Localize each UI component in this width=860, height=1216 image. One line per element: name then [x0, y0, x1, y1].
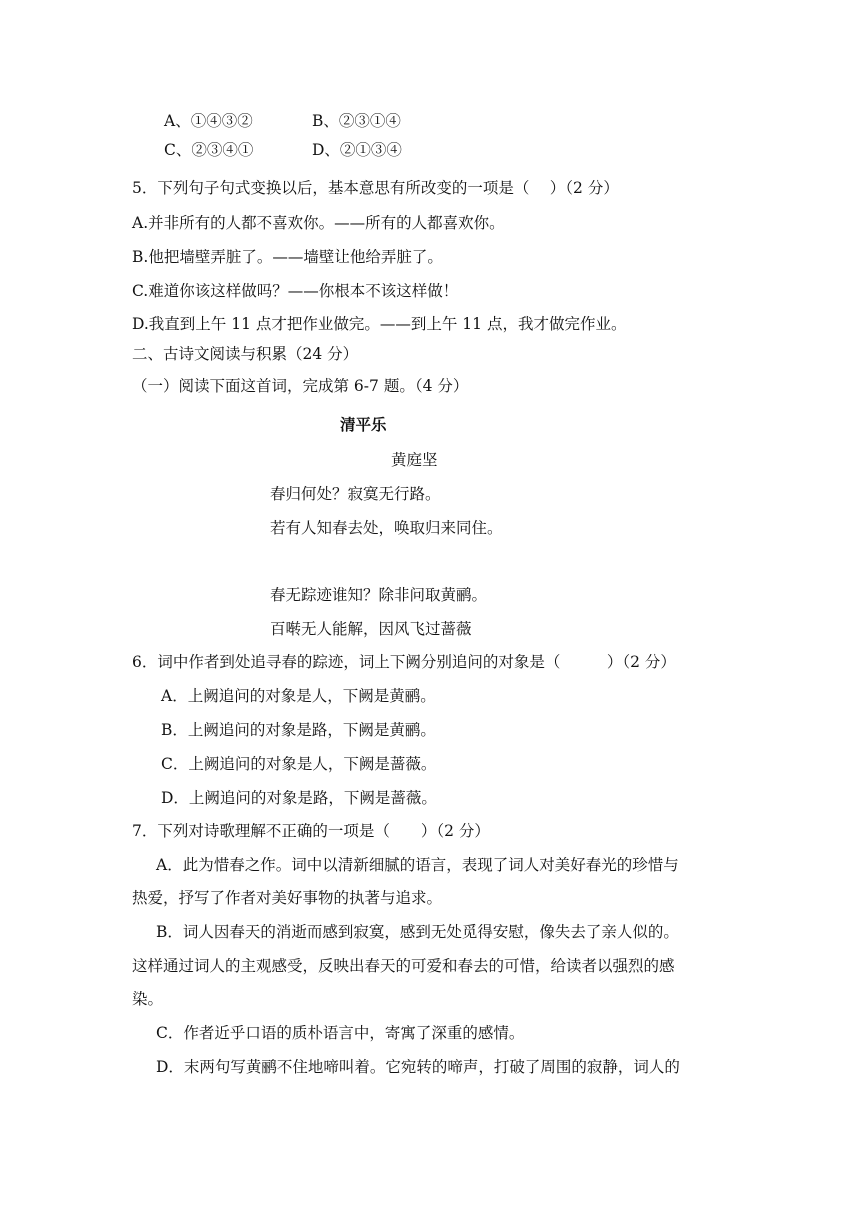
option-c: C.难道你该这样做吗？——你根本不该这样做！ — [132, 282, 459, 300]
poem-author: 黄庭坚 — [391, 451, 438, 469]
option-d-line1: D．末两句写黄鹂不住地啼叫着。它宛转的啼声，打破了周围的寂静，词人的 — [156, 1058, 680, 1076]
poem-line: 春归何处？寂寞无行路。 — [270, 485, 441, 503]
option-b: B．上阙追问的对象是路，下阙是黄鹂。 — [161, 721, 436, 739]
option-c: C．上阙追问的对象是人，下阙是蔷薇。 — [161, 755, 437, 773]
option-b-line1: B．词人因春天的消逝而感到寂寞，感到无处觅得安慰，像失去了亲人似的。 — [156, 923, 679, 941]
option-b-line3: 染。 — [132, 990, 164, 1008]
option-a: A．上阙追问的对象是人，下阙是黄鹂。 — [161, 687, 436, 705]
question-stem: 5．下列句子句式变换以后，基本意思有所改变的一项是（ ）（2 分） — [132, 179, 619, 197]
option-d: D.我直到上午 11 点才把作业做完。——到上午 11 点，我才做完作业。 — [132, 315, 627, 333]
section-subheading: （一）阅读下面这首词，完成第 6-7 题。（4 分） — [132, 377, 469, 395]
option-c: C．作者近乎口语的质朴语言中，寄寓了深重的感情。 — [156, 1024, 525, 1042]
option-a-line2: 热爱，抒写了作者对美好事物的执著与追求。 — [132, 889, 443, 907]
option-b-line2: 这样通过词人的主观感受，反映出春天的可爱和春去的可惜，给读者以强烈的感 — [132, 957, 675, 975]
option-c: C、②③④① — [164, 141, 254, 159]
option-d: D、②①③④ — [312, 141, 402, 159]
question-stem: 6．词中作者到处追寻春的踪迹，词上下阙分别追问的对象是（ ）（2 分） — [132, 653, 676, 671]
option-a: A、①④③② — [164, 112, 253, 130]
section-heading: 二、古诗文阅读与积累（24 分） — [132, 345, 359, 363]
option-b: B、②③①④ — [312, 112, 401, 130]
question-stem: 7．下列对诗歌理解不正确的一项是（ ）（2 分） — [132, 822, 490, 840]
option-b: B.他把墙壁弄脏了。——墙壁让他给弄脏了。 — [132, 248, 443, 266]
poem-title: 清平乐 — [340, 416, 387, 434]
poem-line: 春无踪迹谁知？除非问取黄鹂。 — [270, 586, 488, 604]
poem-line: 若有人知春去处，唤取归来同住。 — [270, 519, 503, 537]
option-a: A.并非所有的人都不喜欢你。——所有的人都喜欢你。 — [132, 214, 505, 232]
option-d: D．上阙追问的对象是路，下阙是蔷薇。 — [161, 789, 437, 807]
option-a-line1: A．此为惜春之作。词中以清新细腻的语言，表现了词人对美好春光的珍惜与 — [156, 856, 679, 874]
poem-line: 百啭无人能解，因风飞过蔷薇 — [270, 620, 472, 638]
